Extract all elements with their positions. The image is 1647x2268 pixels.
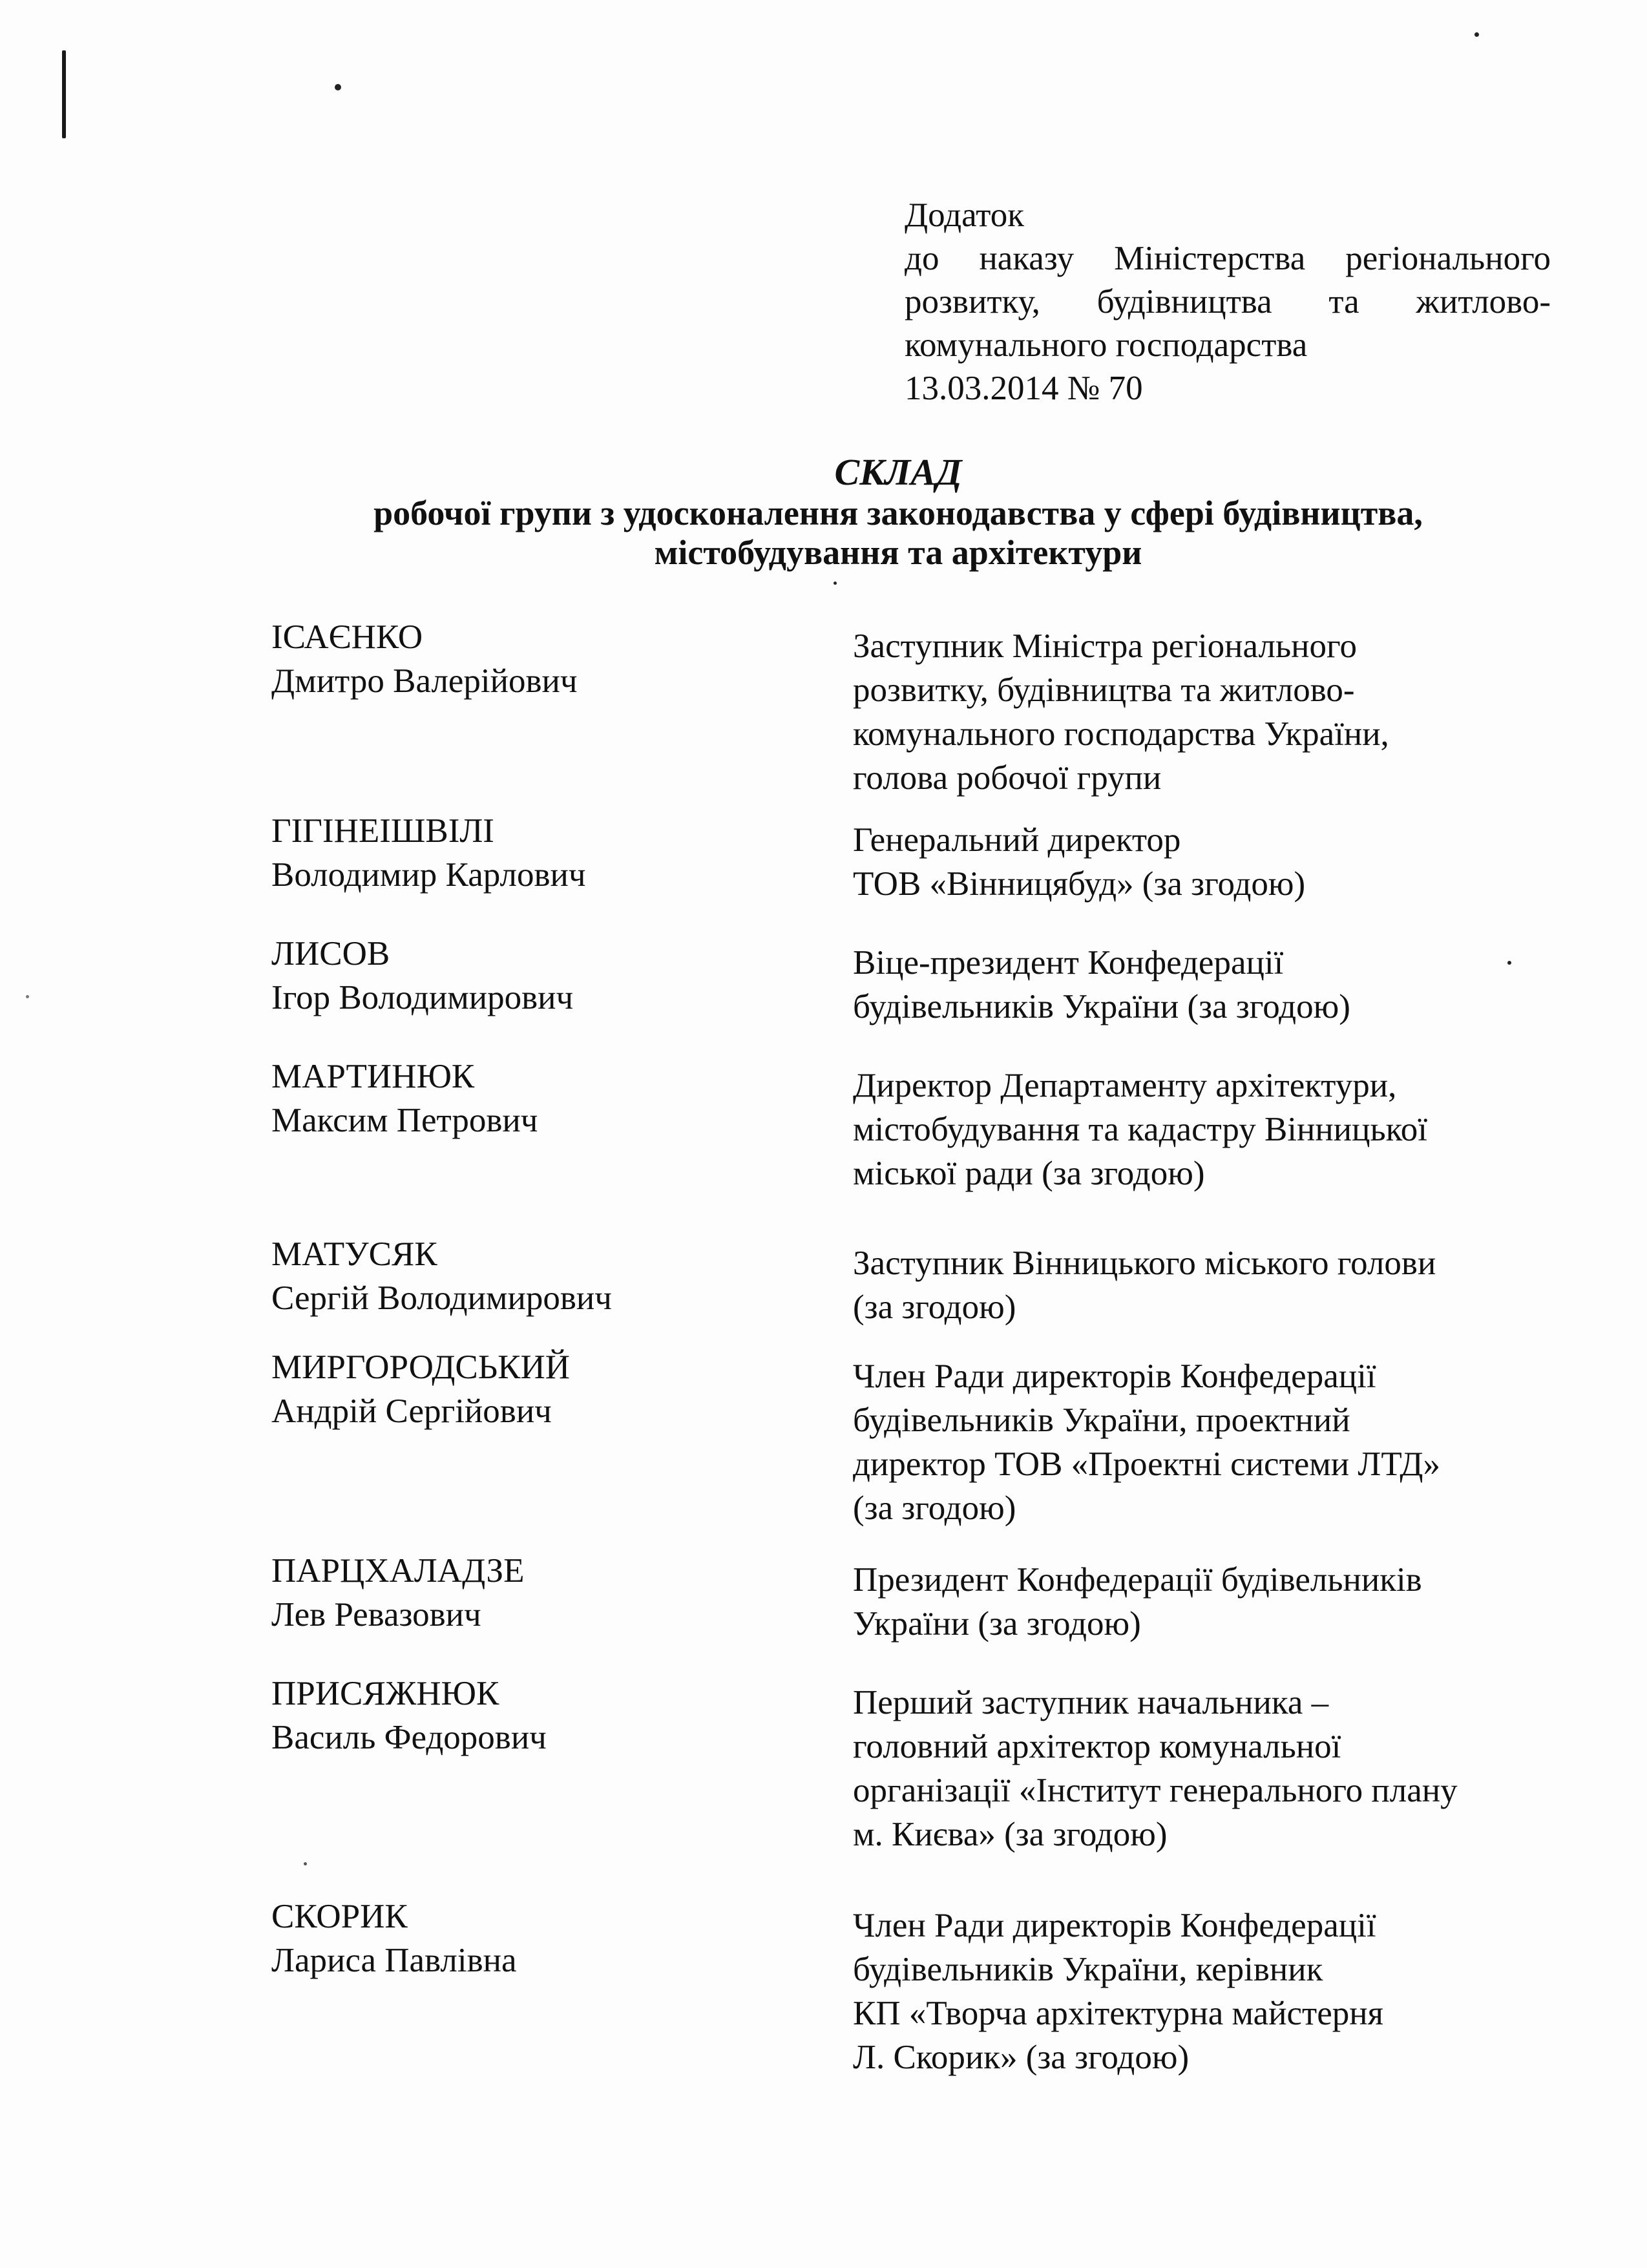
document-title: СКЛАД: [834, 451, 962, 493]
member-role-line: будівельників України, керівник: [853, 1951, 1323, 1988]
member-given-names: Лев Ревазович: [271, 1596, 481, 1633]
member-given-names: Сергій Володимирович: [271, 1279, 612, 1317]
document-heading: [271, 452, 1525, 572]
member-surname: ІСАЄНКО: [271, 618, 423, 656]
member-role-line: містобудування та кадастру Вінницької: [853, 1111, 1427, 1148]
member-role: [853, 941, 1557, 1029]
member-surname: ПАРЦХАЛАДЗЕ: [271, 1552, 525, 1590]
member-surname: МАРТИНЮК: [271, 1058, 475, 1095]
document-subtitle-line-2: містобудування та архітектури: [654, 533, 1142, 572]
member-role-line: директор ТОВ «Проектні системи ЛТД»: [853, 1445, 1441, 1483]
member-surname: МИРГОРОДСЬКИЙ: [271, 1349, 571, 1386]
member-role-line: КП «Творча архітектурна майстерня: [853, 1995, 1383, 2032]
annex-ministry-line-end: комунального господарства: [905, 326, 1308, 364]
member-role-line: Член Ради директорів Конфедерації: [853, 1358, 1376, 1395]
annex-label: Додаток: [905, 196, 1024, 234]
member-role-line: голова робочої групи: [853, 759, 1162, 797]
scan-speck: [26, 995, 29, 998]
member-role-line: Заступник Міністра регіонального: [853, 627, 1357, 665]
member-role-line: Заступник Вінницького міського голови: [853, 1244, 1436, 1282]
member-given-names: Андрій Сергійович: [271, 1392, 552, 1430]
member-role: [853, 1681, 1557, 1856]
member-role: [853, 1354, 1557, 1530]
member-surname: ПРИСЯЖНЮК: [271, 1675, 499, 1712]
member-role-line: міської ради (за згодою): [853, 1155, 1205, 1192]
member-role-line: м. Києва» (за згодою): [853, 1816, 1168, 1853]
member-role-line: комунального господарства України,: [853, 715, 1389, 753]
member-name: [271, 1055, 801, 1142]
member-surname: МАТУСЯК: [271, 1235, 437, 1273]
member-name: [271, 1232, 801, 1320]
member-role-line: будівельників України, проектний: [853, 1402, 1350, 1439]
member-role-line: Директор Департаменту архітектури,: [853, 1067, 1397, 1104]
member-role-line: України (за згодою): [853, 1605, 1141, 1643]
scan-speck: [304, 1862, 307, 1865]
member-role: [853, 818, 1557, 906]
member-role: [853, 1904, 1557, 2079]
member-given-names: Максим Петрович: [271, 1102, 538, 1139]
annex-ministry-line: розвитку, будівництва та житлово-: [905, 283, 1551, 320]
member-role-line: (за згодою): [853, 1288, 1016, 1326]
scan-speck: [1474, 32, 1479, 37]
member-name: [271, 615, 801, 703]
member-given-names: Володимир Карлович: [271, 856, 586, 894]
scan-speck: [834, 582, 837, 585]
member-given-names: Лариса Павлівна: [271, 1942, 517, 1979]
member-role-line: організації «Інститут генерального плану: [853, 1772, 1458, 1809]
member-given-names: Дмитро Валерійович: [271, 662, 578, 700]
member-name: [271, 932, 801, 1020]
member-name: [271, 1895, 801, 1982]
member-role-line: Віце-президент Конфедерації: [853, 944, 1284, 982]
margin-pen-mark: [62, 50, 66, 138]
member-name: [271, 1672, 801, 1759]
member-role-line: ТОВ «Вінницябуд» (за згодою): [853, 865, 1306, 903]
member-role-line: будівельників України (за згодою): [853, 988, 1350, 1025]
document-subtitle-line-1: робочої групи з удосконалення законодавства у сфері будівництва,: [373, 494, 1423, 532]
member-role-line: головний архітектор комунальної: [853, 1728, 1341, 1765]
member-role-line: Л. Скорик» (за згодою): [853, 2039, 1190, 2076]
member-role: [853, 624, 1557, 800]
member-role-line: Член Ради директорів Конфедерації: [853, 1907, 1376, 1944]
member-given-names: Василь Федорович: [271, 1719, 547, 1756]
annex-block: [905, 194, 1551, 410]
member-role-line: Генеральний директор: [853, 821, 1181, 859]
member-role-line: розвитку, будівництва та житлово-: [853, 671, 1355, 709]
member-name: [271, 1345, 801, 1433]
member-role-line: Президент Конфедерації будівельників: [853, 1561, 1422, 1599]
member-role: [853, 1064, 1557, 1195]
member-surname: ЛИСОВ: [271, 935, 390, 972]
scan-speck: [335, 84, 341, 90]
annex-date-number: 13.03.2014 № 70: [905, 370, 1143, 407]
member-given-names: Ігор Володимирович: [271, 979, 574, 1016]
member-name: [271, 809, 801, 897]
member-role: [853, 1241, 1557, 1329]
member-name: [271, 1549, 801, 1637]
annex-order-line: до наказу Міністерства регіонального: [905, 240, 1551, 277]
member-surname: ГІГІНЕІШВІЛІ: [271, 812, 494, 850]
member-role-line: Перший заступник начальника –: [853, 1684, 1329, 1721]
member-role-line: (за згодою): [853, 1489, 1016, 1527]
member-role: [853, 1558, 1557, 1646]
member-surname: СКОРИК: [271, 1898, 408, 1935]
